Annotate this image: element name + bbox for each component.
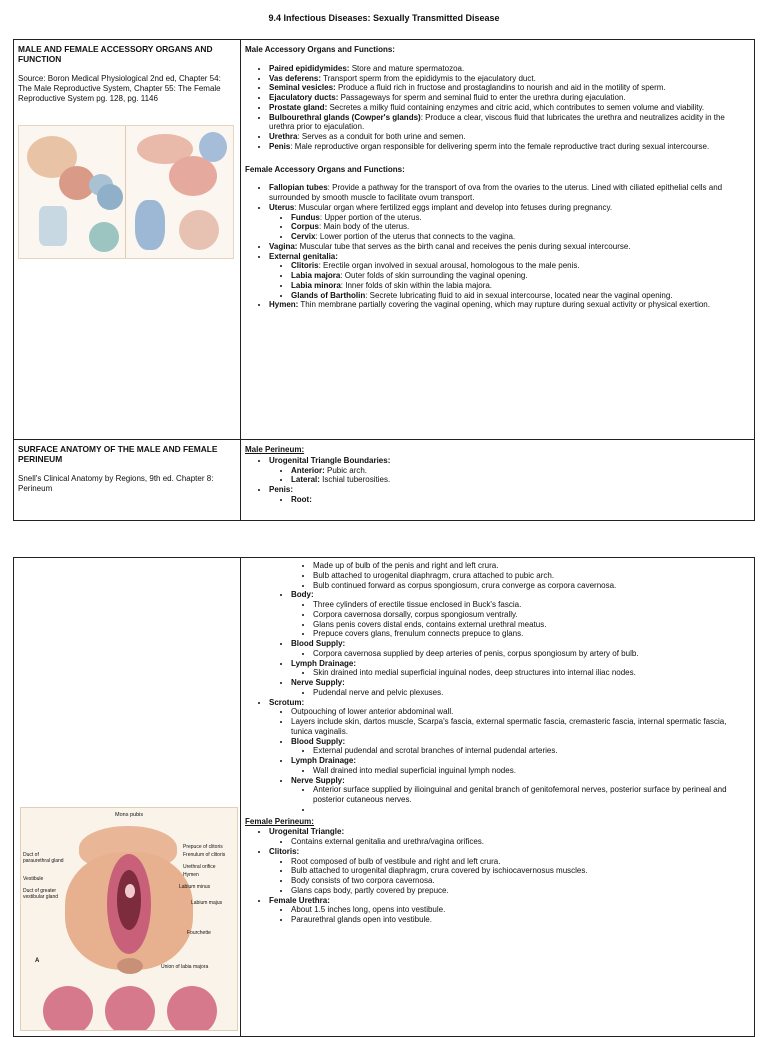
list-item: • Root composed of bulb of vestibule and right and left crura. xyxy=(291,857,750,867)
table-row xyxy=(14,440,755,521)
list-item: • Lymph Drainage: • Wall drained into medial superficial inguinal lymph nodes. xyxy=(291,756,750,776)
list-item: • Lateral: Ischial tuberosities. xyxy=(291,475,750,485)
list-item: • Seminal vesicles: Produce a fluid rich in fructose and prostaglandins to nourish and aid in the motility of sperm. xyxy=(269,83,750,93)
figure-label: Labium majus xyxy=(191,900,223,906)
list-item: • Fallopian tubes: Provide a pathway for the transport of ova from the ovaries to the uterus. Lined with ciliated epithelial cells and surrounded by smooth muscle to facilitate ovum transport. xyxy=(269,183,750,203)
list-item: • Penis: • Root: xyxy=(269,485,750,505)
page-title: 9.4 Infectious Diseases: Sexually Transmitted Disease xyxy=(268,13,500,23)
list-item: • Vas deferens: Transport sperm from the epididymis to the ejaculatory duct. xyxy=(269,74,750,84)
list-item: • Paired epididymides: Store and mature spermatozoa. xyxy=(269,64,750,74)
list-item: • Clitoris: • Root composed of bulb of vestibule and right and left crura. • Bulb attached to urogenital diaphragm, crura covered by ischiocavernosus muscles. • Body consists of two corpora cavernosa. • Glans caps body, partly covered by prepuce. xyxy=(269,847,750,896)
list-item: • Scrotum: • Outpouching of lower anterior abdominal wall. • Layers include skin, dartos muscle, Scarpa's fascia, external spermatic fascia, cremasteric fascia, internal spermatic fascia, tunica vaginalis. • Blood Supply: • External pudendal and scrotal branches of internal pudendal arteries. • Lymph Drainage: • Wall drained into medial superficial inguinal lymph nodes. • Nerve Supply: • Anterior surface supplied by ilioinguinal and genital branch of genitofemoral nerves, posterior surface by perineal and posterior cutaneous nerves. • xyxy=(269,698,750,815)
list-item: • Body consists of two corpora cavernosa. xyxy=(291,876,750,886)
reproductive-anatomy-figure xyxy=(18,125,234,259)
list-item: • Corpus: Main body of the uterus. xyxy=(291,222,750,232)
list-item: • Labia minora: Inner folds of skin within the labia majora. xyxy=(291,281,750,291)
uterus-sublist xyxy=(269,213,750,242)
list-item: • Contains external genitalia and urethra/vagina orifices. xyxy=(291,837,750,847)
list-item: • Prepuce covers glans, frenulum connects prepuce to glans. xyxy=(313,629,750,639)
list-item: • Three cylinders of erectile tissue enclosed in Buck's fascia. xyxy=(313,600,750,610)
list-item: • Root: xyxy=(291,495,750,505)
female-perineum-list xyxy=(245,827,750,925)
figure-label: Frenulum of clitoris xyxy=(183,852,226,858)
list-item: • Outpouching of lower anterior abdominal wall. xyxy=(291,707,750,717)
source-citation: Snell's Clinical Anatomy by Regions, 9th ed. Chapter 8: Perineum xyxy=(18,474,214,493)
figure-label: Union of labia majora xyxy=(161,964,209,970)
list-item: • Nerve Supply: • Pudendal nerve and pelvic plexuses. xyxy=(291,678,750,698)
content-cell xyxy=(241,40,755,440)
figure-label: Duct of paraurethral gland xyxy=(23,852,64,865)
list-item: • Anterior: Pubic arch. xyxy=(291,466,750,476)
list-item: • Pudendal nerve and pelvic plexuses. xyxy=(313,688,750,698)
list-item: • Vagina: Muscular tube that serves as the birth canal and receives the penis during sexual intercourse. xyxy=(269,242,750,252)
list-item: • Hymen: Thin membrane partially covering the vaginal opening, which may rupture during sexual activity or physical exertion. xyxy=(269,300,750,310)
figure-label: Prepuce of clitoris xyxy=(183,844,223,850)
male-organs-list xyxy=(245,64,750,152)
scrotum-list xyxy=(245,698,750,815)
male-organs-heading: Male Accessory Organs and Functions: xyxy=(245,45,395,54)
list-item: • Bulb attached to urogenital diaphragm, crura covered by ischiocavernosus muscles. xyxy=(291,866,750,876)
list-item: • Bulb continued forward as corpus spongiosum, crura converge as corpora cavernosa. xyxy=(313,581,750,591)
figure-label: Hymen xyxy=(183,872,199,878)
list-item: • Female Urethra: • About 1.5 inches long, opens into vestibule. • Paraurethral glands open into vestibule. xyxy=(269,896,750,925)
notes-table-continued xyxy=(13,557,755,1037)
penis-root-sublist xyxy=(291,561,750,590)
content-cell xyxy=(241,440,755,521)
list-item: • External pudendal and scrotal branches of internal pudendal arteries. xyxy=(313,746,750,756)
list-item: • Corpora cavernosa supplied by deep arteries of penis, corpus spongiosum by artery of bulb. xyxy=(313,649,750,659)
list-item: • Glands of Bartholin: Secrete lubricating fluid to aid in sexual intercourse, located near the vaginal opening. xyxy=(291,291,750,301)
list-item: • Paraurethral glands open into vestibule. xyxy=(291,915,750,925)
male-perineum-heading: Male Perineum: xyxy=(245,445,305,454)
list-item: • Penis: Male reproductive organ responsible for delivering sperm into the female reproductive tract during sexual intercourse. xyxy=(269,142,750,152)
list-item: • Bulb attached to urogenital diaphragm, crura attached to pubic arch. xyxy=(313,571,750,581)
list-item: • Urogenital Triangle: • Contains external genitalia and urethra/vagina orifices. xyxy=(269,827,750,847)
topic-cell xyxy=(14,40,241,440)
content-cell xyxy=(241,558,755,1037)
list-item: • Prostate gland: Secretes a milky fluid containing enzymes and citric acid, which contributes to semen volume and viability. xyxy=(269,103,750,113)
table-row xyxy=(14,558,755,1037)
list-item: • Nerve Supply: • Anterior surface supplied by ilioinguinal and genital branch of genitofemoral nerves, posterior surface by perineal and posterior cutaneous nerves. • xyxy=(291,776,750,815)
figure-label: Mons pubis xyxy=(115,812,144,818)
list-item: • Glans caps body, partly covered by prepuce. xyxy=(291,886,750,896)
list-item: • Ejaculatory ducts: Passageways for sperm and seminal fluid to enter the urethra during ejaculation. xyxy=(269,93,750,103)
list-item xyxy=(313,805,750,815)
list-item: • Cervix: Lower portion of the uterus that connects to the vagina. xyxy=(291,232,750,242)
list-item: • Blood Supply: • External pudendal and scrotal branches of internal pudendal arteries. xyxy=(291,737,750,757)
figure-panel-letter: A xyxy=(35,958,40,964)
female-organs-heading: Female Accessory Organs and Functions: xyxy=(245,164,405,174)
source-citation: Source: Boron Medical Physiological 2nd ed, Chapter 54: The Male Reproductive System, Chapter 55: The Female Reproductive System pg. 128, pg. 1146 xyxy=(18,74,221,103)
list-item: • Bulbourethral glands (Cowper's glands): Produce a clear, viscous fluid that lubricates the urethra and neutralizes acidity in the urethra prior to ejaculation. xyxy=(269,113,750,133)
list-item: • Labia majora: Outer folds of skin surrounding the vaginal opening. xyxy=(291,271,750,281)
table-row xyxy=(14,40,755,440)
figure-cell xyxy=(14,558,241,1037)
list-item: • Body: • Three cylinders of erectile tissue enclosed in Buck's fascia. • Corpora cavernosa dorsally, corpus spongiosum ventrally. • Glans penis covers distal ends, contains external urethral meatus. • Prepuce covers glans, frenulum connects prepuce to glans. xyxy=(291,590,750,639)
figure-label: Labium minus xyxy=(179,884,211,890)
list-item: • Corpora cavernosa dorsally, corpus spongiosum ventrally. xyxy=(313,610,750,620)
topic-title: MALE AND FEMALE ACCESSORY ORGANS AND FUNCTION xyxy=(18,44,213,65)
list-item: • About 1.5 inches long, opens into vestibule. xyxy=(291,905,750,915)
list-item: • Glans penis covers distal ends, contains external urethral meatus. xyxy=(313,620,750,630)
list-item: • Lymph Drainage: • Skin drained into medial superficial inguinal nodes, deep structures into internal iliac nodes. xyxy=(291,659,750,679)
list-item: • External genitalia: • Clitoris: Erectile organ involved in sexual arousal, homologous to the male penis. • Labia majora: Outer folds of skin surrounding the vaginal opening. • Labia minora: Inner folds of skin within the labia majora. • Glands of Bartholin: Secrete lubricating fluid to aid in sexual intercourse, located near the vaginal opening. xyxy=(269,252,750,301)
figure-label: Vestibule xyxy=(23,876,44,882)
figure-label: Fourchette xyxy=(187,930,211,936)
list-item: • Urogenital Triangle Boundaries: • Anterior: Pubic arch. • Lateral: Ischial tuberosities. xyxy=(269,456,750,485)
list-item: • Urethra: Serves as a conduit for both urine and semen. xyxy=(269,132,750,142)
topic-title: SURFACE ANATOMY OF THE MALE AND FEMALE PERINEUM xyxy=(18,444,218,465)
list-item: • Made up of bulb of the penis and right and left crura. xyxy=(313,561,750,571)
figure-label: Urethral orifice xyxy=(183,864,216,870)
list-item: • Clitoris: Erectile organ involved in sexual arousal, homologous to the male penis. xyxy=(291,261,750,271)
topic-cell xyxy=(14,440,241,521)
list-item: • Fundus: Upper portion of the uterus. xyxy=(291,213,750,223)
list-item: • Wall drained into medial superficial inguinal lymph nodes. xyxy=(313,766,750,776)
male-perineum-list xyxy=(245,456,750,505)
external-genitalia-sublist xyxy=(269,261,750,300)
list-item: • Skin drained into medial superficial inguinal nodes, deep structures into internal iliac nodes. xyxy=(313,668,750,678)
continued-list xyxy=(245,561,750,698)
notes-table xyxy=(13,39,755,521)
female-perineum-heading: Female Perineum: xyxy=(245,816,314,826)
female-organs-list xyxy=(245,183,750,310)
list-item: • Uterus: Muscular organ where fertilized eggs implant and develop into fetuses during pregnancy. • Fundus: Upper portion of the uterus. • Corpus: Main body of the uterus. • Cervix: Lower portion of the uterus that connects to the vagina. xyxy=(269,203,750,242)
figure-label: Duct of greater vestibular gland xyxy=(23,888,59,901)
list-item: • Blood Supply: • Corpora cavernosa supplied by deep arteries of penis, corpus spongiosum by artery of bulb. xyxy=(291,639,750,659)
female-perineum-figure xyxy=(20,807,238,1031)
list-item: • Layers include skin, dartos muscle, Scarpa's fascia, external spermatic fascia, cremasteric fascia, internal spermatic fascia, tunica vaginalis. xyxy=(291,717,750,737)
list-item: • Anterior surface supplied by ilioinguinal and genital branch of genitofemoral nerves, posterior surface by perineal and posterior cutaneous nerves. xyxy=(313,785,750,805)
